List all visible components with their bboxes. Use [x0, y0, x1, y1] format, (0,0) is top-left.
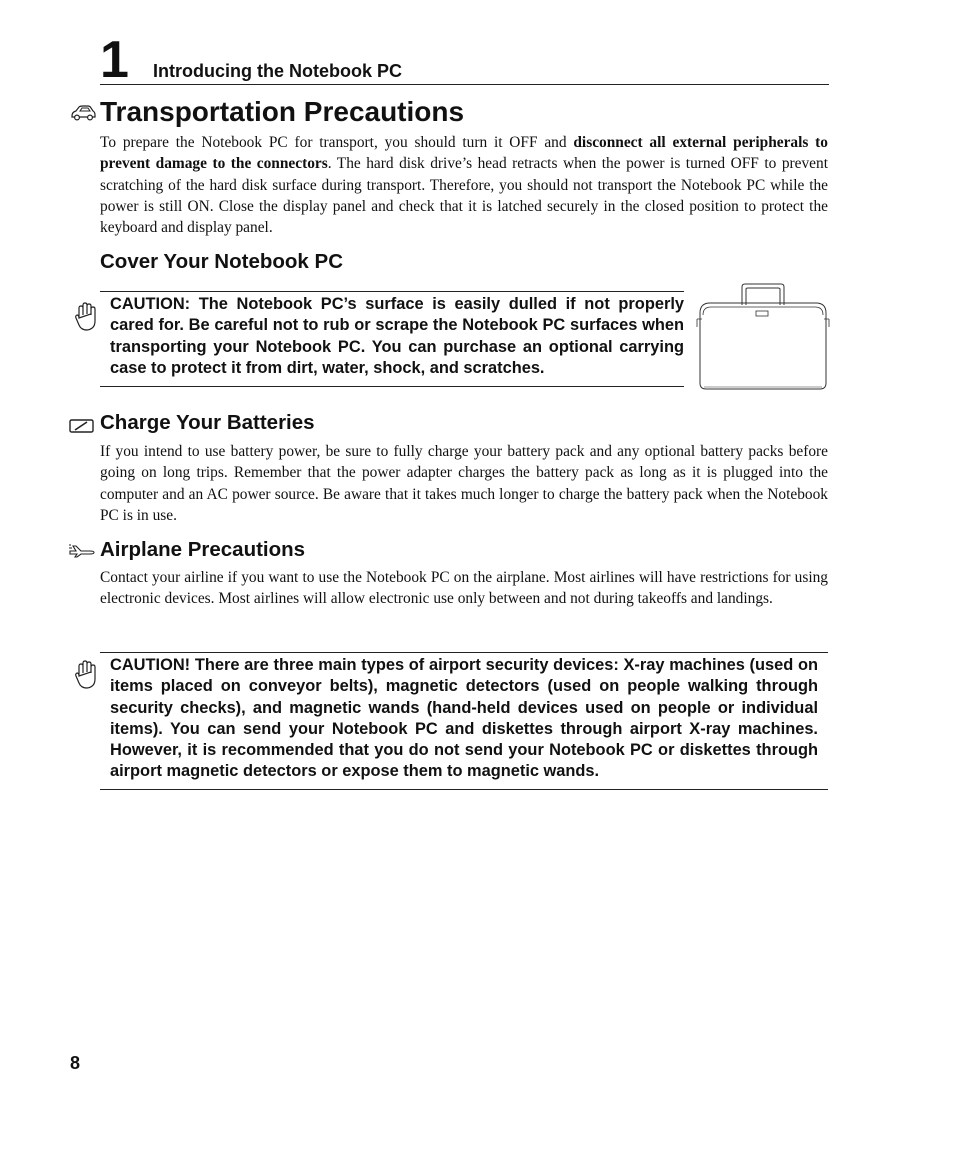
battery-icon: [69, 418, 95, 439]
airplane-caution-text: CAUTION! There are three main types of airport security devices: X-ray machines (used on items placed on conveyor belts), magnetic detectors (used on people walking through security checks), and magnetic wands (hand-held devices used on people or individual items). You can send your Notebook PC and diskettes through airport X-ray machines. However, it is recommended that you do not send your Notebook PC or diskettes through airport magnetic detectors or expose them to magnetic wands.: [110, 656, 818, 781]
section-title-airplane: Airplane Precautions: [100, 538, 306, 561]
transportation-intro-bold: disconnect all external peripherals to prevent damage to the connectors: [100, 134, 828, 173]
cover-caution-text: CAUTION: The Notebook PC’s surface is easily dulled if not properly cared for. Be careful not to rub or scrape the Notebook PC surfaces when transporting your Notebook PC. You can purchase an optional carrying case to protect it from dirt, water, shock, and scratches.: [110, 295, 684, 377]
airplane-text: Contact your airline if you want to use the Notebook PC on the airplane. Most airlines will have restrictions for using electronic devices. Most airlines will allow electronic use only between and not during takeoffs and landings.: [100, 569, 828, 608]
batteries-text: If you intend to use battery power, be sure to fully charge your battery pack and any optional battery packs before going on long trips. Remember that the power adapter charges the battery pack as long as it is plugged into the computer and an AC power source. Be aware that it takes much longer to charge the battery pack when the Notebook PC is in use.: [100, 443, 828, 524]
header-rule: [100, 84, 829, 85]
hand-icon: [74, 659, 98, 696]
carrying-case-icon: [696, 283, 830, 396]
caution-rule-top-airplane: [100, 652, 828, 653]
transportation-intro: [100, 132, 828, 238]
caution-rule-top: [100, 291, 684, 292]
page-number: 8: [70, 1053, 81, 1073]
hand-icon: [74, 301, 98, 338]
section-title-transportation: Transportation Precautions: [100, 96, 465, 127]
transportation-intro-part1: To prepare the Notebook PC for transport, you should turn it OFF and: [100, 134, 574, 151]
caution-rule-bottom: [100, 386, 684, 387]
section-title-cover: Cover Your Notebook PC: [100, 250, 343, 273]
chapter-number: 1: [100, 31, 129, 89]
transportation-intro-part2: . The hard disk drive’s head retracts when the power is turned OFF to prevent scratching of the hard disk surface during transport. Therefore, you should not transport the Notebook PC while the power is still ON. Close the display panel and check that it is latched securely in the closed position to protect the keyboard and display panel.: [100, 155, 828, 237]
chapter-title: Introducing the Notebook PC: [153, 61, 402, 81]
caution-rule-bottom-airplane: [100, 789, 828, 790]
car-icon: [70, 104, 96, 127]
section-title-batteries: Charge Your Batteries: [100, 411, 315, 434]
airplane-icon: [68, 542, 96, 563]
